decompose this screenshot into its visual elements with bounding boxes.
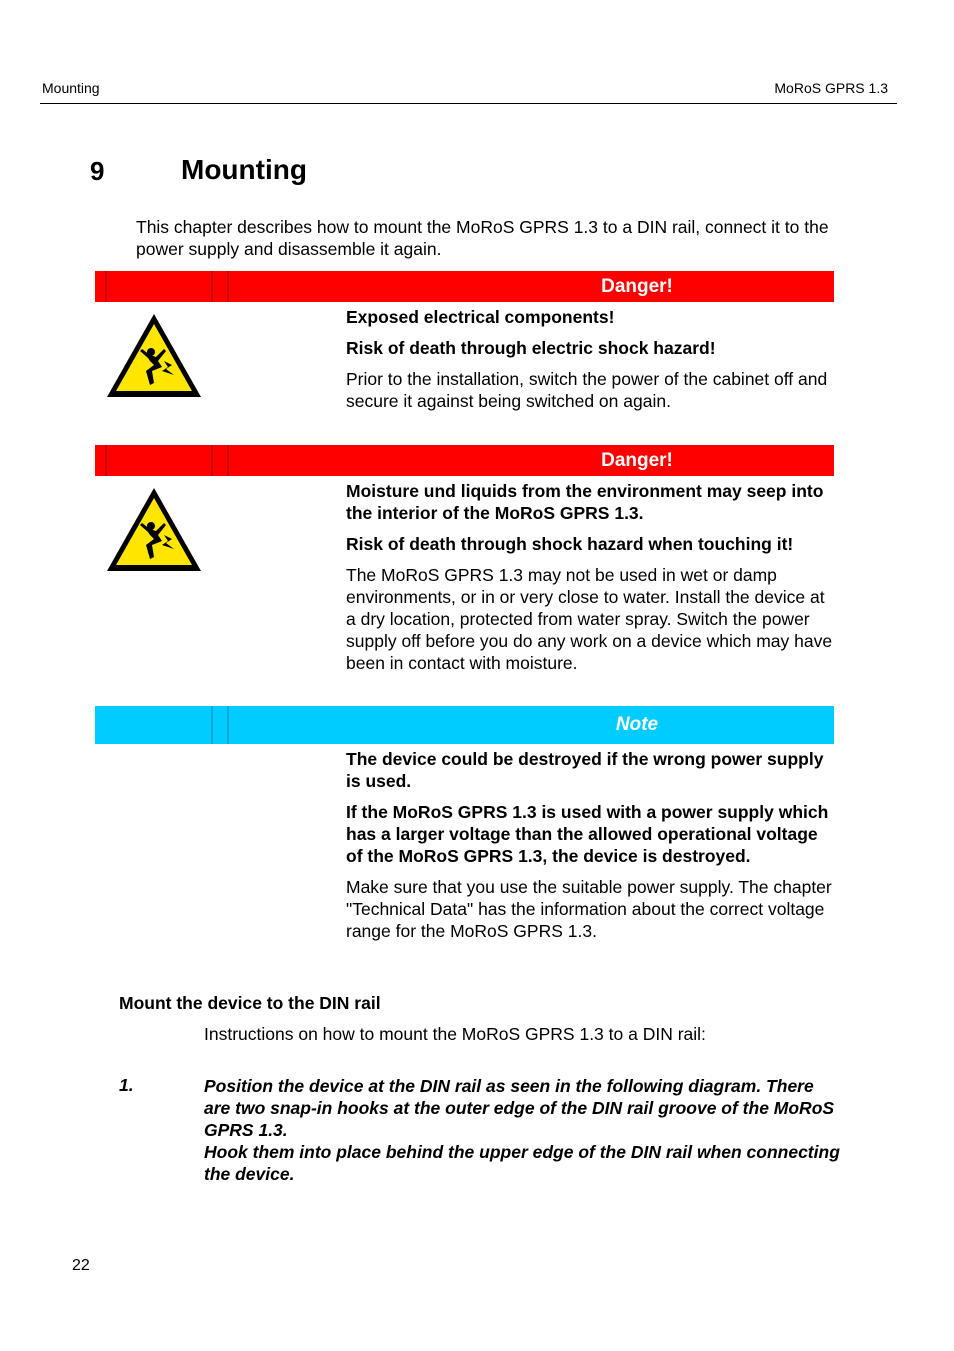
danger-instruction: The MoRoS GPRS 1.3 may not be used in wet or damp environments, or in or very close to water. Install the device at a dry location, protected from water spray. Switch the power supply off before you do any work on a device which may have been in contact with moisture. (346, 565, 833, 673)
step-number: 1. (119, 1075, 134, 1095)
note-detail: If the MoRoS GPRS 1.3 is used with a power supply which has a larger voltage than the allowed operational voltage of the MoRoS GPRS 1.3, the device is destroyed. (346, 802, 829, 866)
danger-banner-label: Danger! (601, 275, 673, 297)
chapter-intro: This chapter describes how to mount the MoRoS GPRS 1.3 to a DIN rail, connect it to the power supply and disassemble it again. (136, 217, 829, 259)
note-banner (95, 706, 834, 744)
header-divider (40, 103, 897, 104)
electric-shock-warning-icon (104, 485, 204, 575)
note-banner-label: Note (615, 714, 659, 735)
note-instruction: Make sure that you use the suitable power supply. The chapter "Technical Data" has the information about the correct voltage range for the MoRoS GPRS 1.3. (346, 877, 832, 941)
step-line: Position the device at the DIN rail as seen in the following diagram. There are two snap-in hooks at the outer edge of the DIN rail groove of the MoRoS GPRS 1.3. (204, 1076, 835, 1140)
danger-content-2 (346, 480, 834, 683)
running-header-chapter: Mounting (42, 80, 100, 96)
danger-banner-2 (95, 445, 834, 476)
danger-banner-1 (95, 271, 834, 302)
step-text (204, 1075, 844, 1185)
note-headline: The device could be destroyed if the wrong power supply is used. (346, 749, 824, 791)
danger-risk: Risk of death through electric shock hazard! (346, 338, 716, 358)
section-heading: Mount the device to the DIN rail (119, 993, 381, 1013)
electric-shock-warning-icon (104, 311, 204, 401)
chapter-title: Mounting (181, 154, 307, 185)
danger-headline: Moisture und liquids from the environment may seep into the interior of the MoRoS GPRS 1.3. (346, 481, 824, 523)
danger-risk: Risk of death through shock hazard when touching it! (346, 534, 794, 554)
danger-instruction: Prior to the installation, switch the power of the cabinet off and secure it against being switched on again. (346, 369, 828, 411)
chapter-number: 9 (90, 156, 105, 186)
danger-banner-label: Danger! (601, 449, 673, 471)
page-number: 22 (72, 1257, 90, 1274)
danger-headline: Exposed electrical components! (346, 307, 615, 327)
step-line: Hook them into place behind the upper edge of the DIN rail when connecting the device. (204, 1142, 840, 1184)
running-header-document: MoRoS GPRS 1.3 (774, 80, 888, 96)
danger-content-1 (346, 306, 834, 421)
section-instructions: Instructions on how to mount the MoRoS GPRS 1.3 to a DIN rail: (204, 1024, 706, 1044)
note-content (346, 748, 834, 951)
